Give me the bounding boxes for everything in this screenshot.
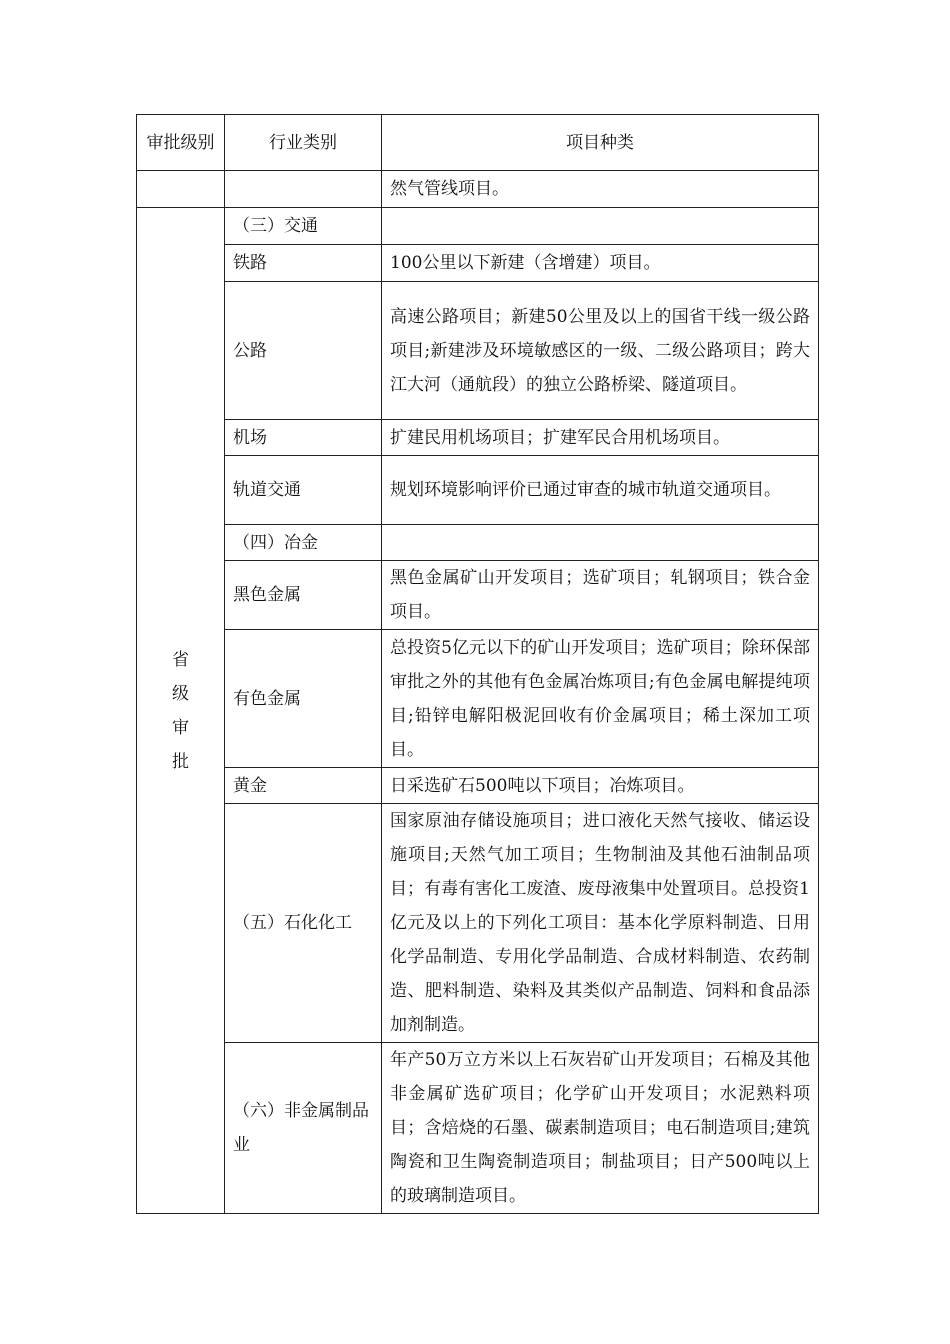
industry-cell: 黑色金属: [225, 561, 382, 630]
level-char: 审: [172, 717, 189, 738]
table-row: [137, 525, 819, 561]
table-row: [137, 768, 819, 804]
header-level: 审批级别: [137, 115, 225, 171]
project-cell: 扩建民用机场项目；扩建军民合用机场项目。: [382, 420, 819, 456]
project-cell: 国家原油存储设施项目；进口液化天然气接收、储运设施项目;天然气加工项目；生物制油及其他石油制品项目；有毒有害化工废渣、废母液集中处置项目。总投资1亿元及以上的下列化工项目：基本化学原料制造、日用化学品制造、专用化学品制造、合成材料制造、农药制造、肥料制造、染料及其类似产品制造、饲料和食品添加剂制造。: [382, 804, 819, 1043]
table-row: [137, 804, 819, 1043]
industry-cell: （五）石化化工: [225, 804, 382, 1043]
continued-industry-cell: [225, 171, 382, 208]
header-project: 项目种类: [382, 115, 819, 171]
continued-level-cell: [137, 171, 225, 208]
project-cell: [382, 525, 819, 561]
table-row: [137, 420, 819, 456]
approval-table: [136, 114, 819, 1214]
industry-cell: 轨道交通: [225, 456, 382, 525]
industry-cell: 机场: [225, 420, 382, 456]
table-row: [137, 630, 819, 768]
header-row: [137, 115, 819, 171]
table-row: [137, 561, 819, 630]
project-cell: 黑色金属矿山开发项目；选矿项目；轧钢项目；铁合金项目。: [382, 561, 819, 630]
industry-cell: 有色金属: [225, 630, 382, 768]
industry-cell: 黄金: [225, 768, 382, 804]
project-cell: 规划环境影响评价已通过审查的城市轨道交通项目。: [382, 456, 819, 525]
continued-row: [137, 171, 819, 208]
project-cell: 日采选矿石500吨以下项目；冶炼项目。: [382, 768, 819, 804]
table-row: [137, 456, 819, 525]
project-cell: [382, 208, 819, 245]
table-row: [137, 1043, 819, 1214]
project-cell: 100公里以下新建（含增建）项目。: [382, 245, 819, 282]
table-row: [137, 208, 819, 245]
industry-cell: （三）交通: [225, 208, 382, 245]
table-row: [137, 282, 819, 420]
industry-cell: （六）非金属制品业: [225, 1043, 382, 1214]
industry-cell: 铁路: [225, 245, 382, 282]
project-cell: 高速公路项目；新建50公里及以上的国省干线一级公路项目;新建涉及环境敏感区的一级、二级公路项目；跨大江大河（通航段）的独立公路桥梁、隧道项目。: [382, 282, 819, 420]
project-cell: 年产50万立方米以上石灰岩矿山开发项目；石棉及其他非金属矿选矿项目；化学矿山开发项目；水泥熟料项目；含焙烧的石墨、碳素制造项目；电石制造项目;建筑陶瓷和卫生陶瓷制造项目；制盐项目；日产500吨以上的玻璃制造项目。: [382, 1043, 819, 1214]
level-char: 级: [172, 683, 189, 704]
header-industry: 行业类别: [225, 115, 382, 171]
table-row: [137, 245, 819, 282]
industry-cell: （四）冶金: [225, 525, 382, 561]
level-char: 省: [172, 649, 189, 670]
project-cell: 总投资5亿元以下的矿山开发项目；选矿项目；除环保部审批之外的其他有色金属冶炼项目;有色金属电解提纯项目;铅锌电解阳极泥回收有价金属项目；稀土深加工项目。: [382, 630, 819, 768]
industry-cell: 公路: [225, 282, 382, 420]
level-cell: [137, 208, 225, 1214]
level-char: 批: [172, 751, 189, 772]
continued-project: 然气管线项目。: [382, 171, 819, 208]
